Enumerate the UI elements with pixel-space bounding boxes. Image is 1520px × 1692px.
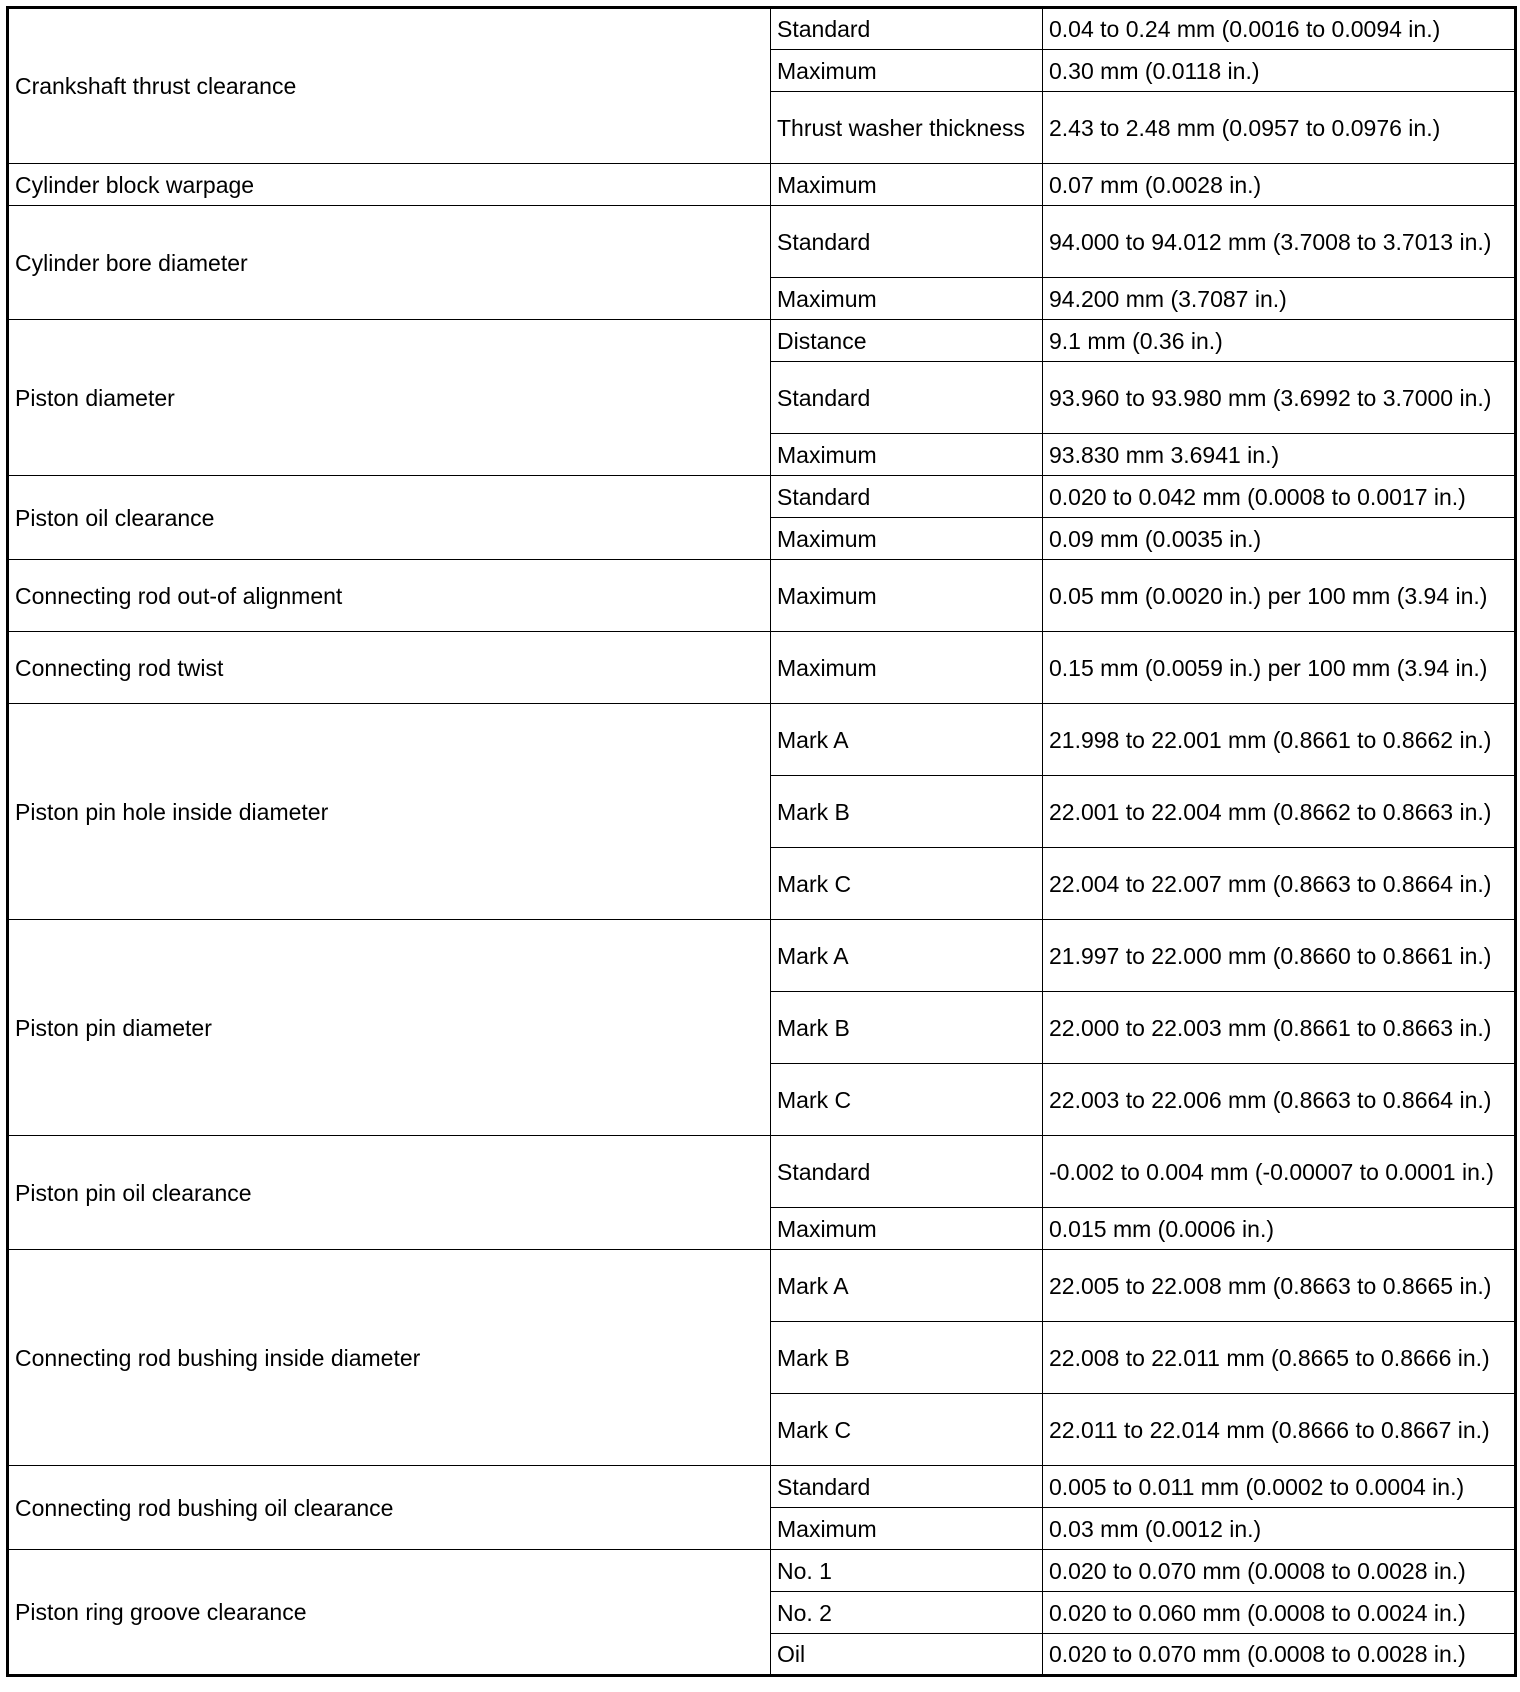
spec-value: 0.005 to 0.011 mm (0.0002 to 0.0004 in.) xyxy=(1043,1466,1516,1508)
spec-value: 0.05 mm (0.0020 in.) per 100 mm (3.94 in.) xyxy=(1043,560,1516,632)
spec-condition-label: Mark B xyxy=(771,1322,1043,1394)
spec-item-name: Piston pin diameter xyxy=(8,920,771,1136)
table-row xyxy=(8,206,1516,278)
spec-value: 0.07 mm (0.0028 in.) xyxy=(1043,164,1516,206)
spec-value: 0.04 to 0.24 mm (0.0016 to 0.0094 in.) xyxy=(1043,8,1516,50)
spec-value: 0.020 to 0.042 mm (0.0008 to 0.0017 in.) xyxy=(1043,476,1516,518)
spec-item-name: Connecting rod twist xyxy=(8,632,771,704)
spec-item-name: Piston diameter xyxy=(8,320,771,476)
table-row xyxy=(8,1466,1516,1508)
spec-value: 0.09 mm (0.0035 in.) xyxy=(1043,518,1516,560)
spec-condition-label: Maximum xyxy=(771,278,1043,320)
table-row xyxy=(8,1250,1516,1322)
spec-condition-label: Maximum xyxy=(771,632,1043,704)
spec-value: 21.998 to 22.001 mm (0.8661 to 0.8662 in.) xyxy=(1043,704,1516,776)
spec-value: 22.000 to 22.003 mm (0.8661 to 0.8663 in.) xyxy=(1043,992,1516,1064)
spec-table-body xyxy=(8,8,1516,1676)
spec-condition-label: Standard xyxy=(771,1136,1043,1208)
spec-condition-label: Standard xyxy=(771,362,1043,434)
spec-value: 22.011 to 22.014 mm (0.8666 to 0.8667 in.) xyxy=(1043,1394,1516,1466)
spec-value: 0.15 mm (0.0059 in.) per 100 mm (3.94 in.) xyxy=(1043,632,1516,704)
spec-value: 22.001 to 22.004 mm (0.8662 to 0.8663 in.) xyxy=(1043,776,1516,848)
table-row xyxy=(8,476,1516,518)
spec-value: 22.003 to 22.006 mm (0.8663 to 0.8664 in.) xyxy=(1043,1064,1516,1136)
spec-condition-label: Mark A xyxy=(771,1250,1043,1322)
spec-value: 0.03 mm (0.0012 in.) xyxy=(1043,1508,1516,1550)
spec-condition-label: Maximum xyxy=(771,164,1043,206)
spec-condition-label: Mark B xyxy=(771,776,1043,848)
spec-value: 0.30 mm (0.0118 in.) xyxy=(1043,50,1516,92)
spec-item-name: Piston ring groove clearance xyxy=(8,1550,771,1676)
spec-condition-label: Maximum xyxy=(771,434,1043,476)
spec-item-name: Crankshaft thrust clearance xyxy=(8,8,771,164)
spec-condition-label: Mark A xyxy=(771,920,1043,992)
table-row xyxy=(8,1136,1516,1208)
spec-value: 0.015 mm (0.0006 in.) xyxy=(1043,1208,1516,1250)
spec-condition-label: Standard xyxy=(771,206,1043,278)
table-row xyxy=(8,704,1516,776)
spec-condition-label: Mark B xyxy=(771,992,1043,1064)
spec-value: 0.020 to 0.060 mm (0.0008 to 0.0024 in.) xyxy=(1043,1592,1516,1634)
table-row xyxy=(8,920,1516,992)
spec-table xyxy=(6,6,1517,1677)
spec-value: 22.005 to 22.008 mm (0.8663 to 0.8665 in.) xyxy=(1043,1250,1516,1322)
spec-value: 21.997 to 22.000 mm (0.8660 to 0.8661 in.) xyxy=(1043,920,1516,992)
spec-item-name: Piston pin hole inside diameter xyxy=(8,704,771,920)
spec-condition-label: Maximum xyxy=(771,560,1043,632)
spec-condition-label: Maximum xyxy=(771,518,1043,560)
spec-condition-label: Mark C xyxy=(771,848,1043,920)
table-row xyxy=(8,632,1516,704)
table-row xyxy=(8,164,1516,206)
spec-condition-label: Maximum xyxy=(771,1508,1043,1550)
spec-value: 0.020 to 0.070 mm (0.0008 to 0.0028 in.) xyxy=(1043,1550,1516,1592)
spec-condition-label: Standard xyxy=(771,476,1043,518)
spec-condition-label: No. 1 xyxy=(771,1550,1043,1592)
table-row xyxy=(8,560,1516,632)
spec-condition-label: Standard xyxy=(771,8,1043,50)
spec-item-name: Connecting rod out-of alignment xyxy=(8,560,771,632)
spec-value: 93.830 mm 3.6941 in.) xyxy=(1043,434,1516,476)
table-row xyxy=(8,8,1516,50)
spec-item-name: Piston pin oil clearance xyxy=(8,1136,771,1250)
spec-item-name: Connecting rod bushing oil clearance xyxy=(8,1466,771,1550)
spec-condition-label: Maximum xyxy=(771,50,1043,92)
table-row xyxy=(8,1550,1516,1592)
spec-condition-label: Mark C xyxy=(771,1394,1043,1466)
spec-condition-label: Distance xyxy=(771,320,1043,362)
spec-value: 94.000 to 94.012 mm (3.7008 to 3.7013 in.) xyxy=(1043,206,1516,278)
spec-condition-label: Maximum xyxy=(771,1208,1043,1250)
spec-item-name: Piston oil clearance xyxy=(8,476,771,560)
spec-value: 93.960 to 93.980 mm (3.6992 to 3.7000 in.) xyxy=(1043,362,1516,434)
spec-value: 2.43 to 2.48 mm (0.0957 to 0.0976 in.) xyxy=(1043,92,1516,164)
spec-value: 9.1 mm (0.36 in.) xyxy=(1043,320,1516,362)
spec-condition-label: Mark A xyxy=(771,704,1043,776)
spec-value: -0.002 to 0.004 mm (-0.00007 to 0.0001 in.) xyxy=(1043,1136,1516,1208)
spec-condition-label: Standard xyxy=(771,1466,1043,1508)
spec-value: 22.004 to 22.007 mm (0.8663 to 0.8664 in.) xyxy=(1043,848,1516,920)
spec-condition-label: Mark C xyxy=(771,1064,1043,1136)
spec-condition-label: Oil xyxy=(771,1634,1043,1676)
table-row xyxy=(8,320,1516,362)
spec-item-name: Connecting rod bushing inside diameter xyxy=(8,1250,771,1466)
spec-value: 94.200 mm (3.7087 in.) xyxy=(1043,278,1516,320)
spec-value: 22.008 to 22.011 mm (0.8665 to 0.8666 in.) xyxy=(1043,1322,1516,1394)
spec-value: 0.020 to 0.070 mm (0.0008 to 0.0028 in.) xyxy=(1043,1634,1516,1676)
spec-item-name: Cylinder block warpage xyxy=(8,164,771,206)
spec-condition-label: Thrust washer thickness xyxy=(771,92,1043,164)
spec-item-name: Cylinder bore diameter xyxy=(8,206,771,320)
spec-condition-label: No. 2 xyxy=(771,1592,1043,1634)
